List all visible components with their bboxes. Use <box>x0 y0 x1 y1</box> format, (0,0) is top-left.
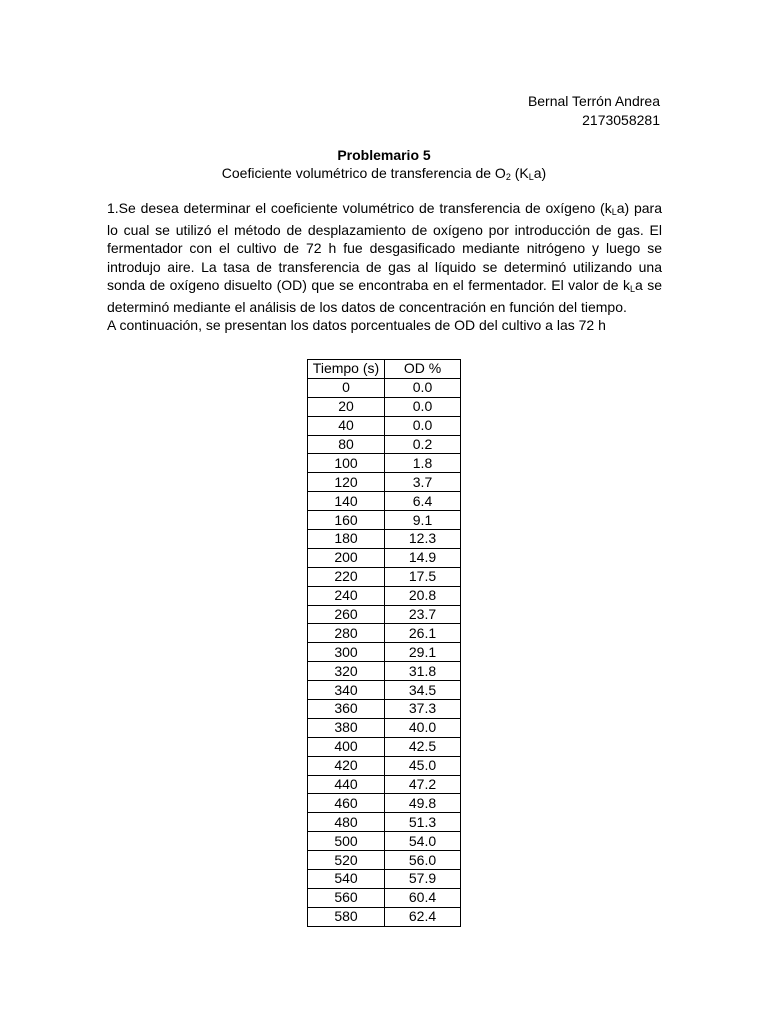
paragraph-text-1: 1.Se desea determinar el coeficiente volumétrico de transferencia de oxígeno (k <box>107 200 612 216</box>
cell-od: 6.4 <box>385 492 461 511</box>
table-row <box>308 397 461 416</box>
table-row <box>308 624 461 643</box>
paragraph-text-3: a se determinó mediante el análisis de los datos de concentración en función del tiempo. <box>107 276 662 316</box>
cell-od: 23.7 <box>385 605 461 624</box>
author-name: Bernal Terrón Andrea <box>527 93 660 109</box>
table-row <box>308 870 461 889</box>
cell-od: 56.0 <box>385 851 461 870</box>
cell-tiempo: 240 <box>308 586 385 605</box>
cell-tiempo: 180 <box>308 530 385 549</box>
cell-tiempo: 400 <box>308 737 385 756</box>
table-row <box>308 454 461 473</box>
cell-od: 34.5 <box>385 681 461 700</box>
cell-tiempo: 280 <box>308 624 385 643</box>
cell-tiempo: 540 <box>308 870 385 889</box>
table-row <box>308 662 461 681</box>
page-title: Problemario 5 <box>337 147 431 163</box>
cell-tiempo: 560 <box>308 888 385 907</box>
cell-tiempo: 520 <box>308 851 385 870</box>
cell-tiempo: 460 <box>308 794 385 813</box>
subtitle-text-1: Coeficiente volumétrico de transferencia de O <box>221 165 506 181</box>
cell-tiempo: 220 <box>308 567 385 586</box>
cell-od: 60.4 <box>385 888 461 907</box>
cell-od: 42.5 <box>385 737 461 756</box>
cell-od: 0.2 <box>385 435 461 454</box>
cell-tiempo: 120 <box>308 473 385 492</box>
table-row <box>308 794 461 813</box>
table-row <box>308 416 461 435</box>
author-block <box>528 92 660 130</box>
cell-tiempo: 580 <box>308 907 385 926</box>
table-row <box>308 832 461 851</box>
header-od: OD % <box>385 360 461 379</box>
cell-tiempo: 380 <box>308 718 385 737</box>
cell-od: 1.8 <box>385 454 461 473</box>
paragraph-subscript-2: L <box>629 283 635 294</box>
cell-tiempo: 20 <box>308 397 385 416</box>
cell-od: 40.0 <box>385 718 461 737</box>
data-table <box>307 359 461 927</box>
cell-tiempo: 480 <box>308 813 385 832</box>
table-row <box>308 378 461 397</box>
cell-tiempo: 0 <box>308 378 385 397</box>
cell-od: 3.7 <box>385 473 461 492</box>
cell-od: 49.8 <box>385 794 461 813</box>
table-row <box>308 775 461 794</box>
problem-statement <box>107 199 662 334</box>
cell-od: 20.8 <box>385 586 461 605</box>
table-row <box>308 813 461 832</box>
cell-tiempo: 440 <box>308 775 385 794</box>
table-body <box>308 378 461 926</box>
cell-od: 12.3 <box>385 530 461 549</box>
table-row <box>308 435 461 454</box>
subtitle-text-2: (K <box>510 165 529 181</box>
table-row <box>308 700 461 719</box>
table-row <box>308 681 461 700</box>
cell-od: 37.3 <box>385 700 461 719</box>
table-row <box>308 567 461 586</box>
subtitle-subscript-l: L <box>528 172 534 182</box>
cell-tiempo: 420 <box>308 756 385 775</box>
paragraph-text-2: a) para lo cual se utilizó el método de desplazamiento de oxígeno por introducción de gas. El fermentador con el cultivo de 72 h fue desgasificado mediante nitrógeno y luego se introdujo aire. La tasa de transferencia de gas al líquido se determinó utilizando una sonda de oxígeno disuelto (OD) que se encontraba en el fermentador. El valor de k <box>107 200 662 293</box>
table-row <box>308 718 461 737</box>
problem-paragraph <box>107 199 662 316</box>
subtitle-text-3: a) <box>533 165 547 181</box>
cell-tiempo: 500 <box>308 832 385 851</box>
table-row <box>308 756 461 775</box>
cell-tiempo: 80 <box>308 435 385 454</box>
author-id: 2173058281 <box>582 112 660 128</box>
table-row <box>308 530 461 549</box>
cell-od: 54.0 <box>385 832 461 851</box>
cell-od: 47.2 <box>385 775 461 794</box>
cell-tiempo: 200 <box>308 548 385 567</box>
table-row <box>308 605 461 624</box>
table-row <box>308 473 461 492</box>
cell-od: 9.1 <box>385 511 461 530</box>
cell-od: 26.1 <box>385 624 461 643</box>
paragraph-subscript-1: L <box>611 207 617 217</box>
cell-od: 17.5 <box>385 567 461 586</box>
cell-od: 0.0 <box>385 397 461 416</box>
cell-tiempo: 360 <box>308 700 385 719</box>
cell-tiempo: 320 <box>308 662 385 681</box>
cell-od: 57.9 <box>385 870 461 889</box>
header-tiempo: Tiempo (s) <box>308 360 385 379</box>
cell-od: 0.0 <box>385 378 461 397</box>
cell-tiempo: 40 <box>308 416 385 435</box>
cell-tiempo: 300 <box>308 643 385 662</box>
cell-tiempo: 100 <box>308 454 385 473</box>
table-row <box>308 586 461 605</box>
cell-od: 51.3 <box>385 813 461 832</box>
cell-od: 29.1 <box>385 643 461 662</box>
table-row <box>308 851 461 870</box>
table-header-row <box>308 360 461 379</box>
cell-od: 45.0 <box>385 756 461 775</box>
subtitle-subscript-2: 2 <box>505 172 511 182</box>
table-row <box>308 737 461 756</box>
table-row <box>308 511 461 530</box>
cell-tiempo: 340 <box>308 681 385 700</box>
cell-tiempo: 260 <box>308 605 385 624</box>
table-row <box>308 643 461 662</box>
table-row <box>308 888 461 907</box>
cell-od: 62.4 <box>385 907 461 926</box>
table-row <box>308 907 461 926</box>
table-row <box>308 548 461 567</box>
cell-tiempo: 160 <box>308 511 385 530</box>
cell-od: 31.8 <box>385 662 461 681</box>
cell-od: 14.9 <box>385 548 461 567</box>
title-block <box>0 146 768 186</box>
cell-od: 0.0 <box>385 416 461 435</box>
table-row <box>308 492 461 511</box>
page-subtitle <box>0 164 768 186</box>
cell-tiempo: 140 <box>308 492 385 511</box>
intro-line: A continuación, se presentan los datos porcentuales de OD del cultivo a las 72 h <box>107 317 606 334</box>
